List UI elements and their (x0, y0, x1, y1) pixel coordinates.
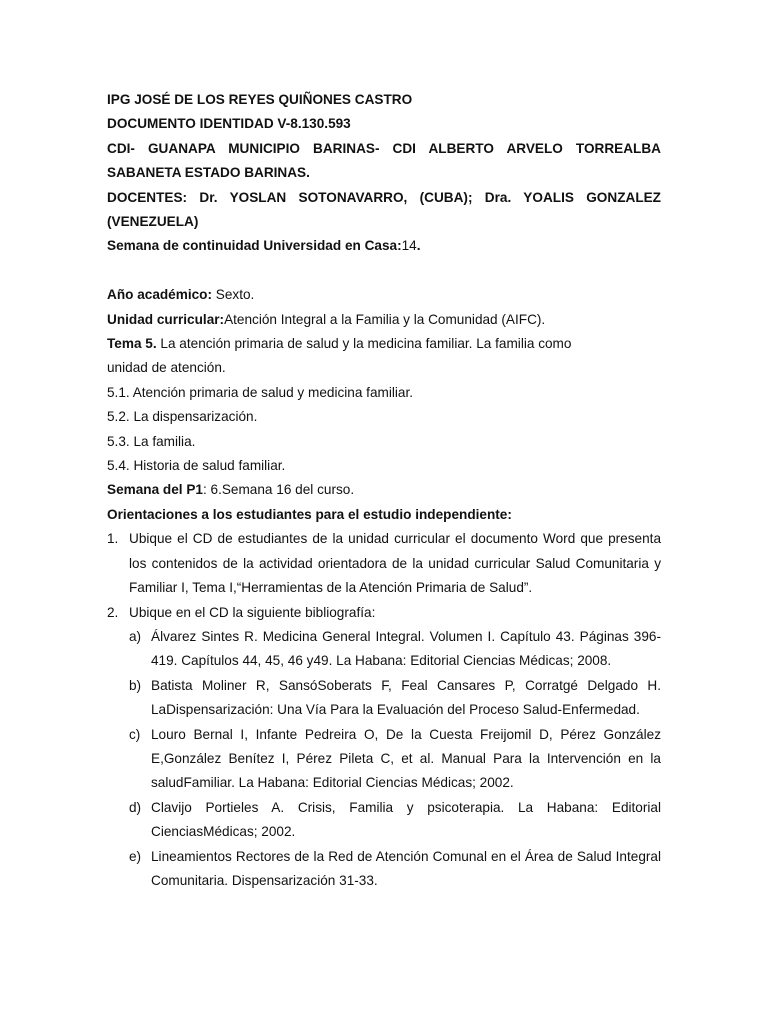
bibliography-letter: a) (129, 628, 142, 644)
continuity-week (107, 234, 661, 258)
bibliography-letter: d) (129, 799, 142, 815)
continuity-week-label: Semana de continuidad Universidad en Casa: (107, 238, 402, 254)
numbered-item (107, 601, 661, 625)
cdi-location: CDI- GUANAPA MUNICIPIO BARINAS- CDI ALBERTO ARVELO TORREALBA SABANETA ESTADO BARINAS. (107, 140, 661, 181)
item-number: 2. (107, 604, 119, 620)
bibliography-item (129, 723, 661, 796)
item-text: Ubique en el CD la siguiente bibliografía: (129, 604, 376, 620)
bibliography-text: Louro Bernal I, Infante Pedreira O, De la Cuesta Freijomil D, Pérez González E,González Benítez I, Pérez Pileta C, et al. Manual Para la Intervención en la saludFamiliar. La Habana: Editorial Ciencias Médicas; 2002. (151, 726, 661, 791)
item-text: Ubique el CD de estudiantes de la unidad curricular el documento Word que presenta los contenidos de la actividad orientadora de la unidad curricular Salud Comunitaria y Familiar I, Tema I,“Herramientas de la Atención Primaria de Salud”. (129, 531, 661, 596)
subtopic-item: 5.4. Historia de salud familiar. (107, 458, 286, 474)
identity-document: DOCUMENTO IDENTIDAD V-8.130.593 (107, 116, 351, 132)
item-number: 1. (107, 531, 119, 547)
curricular-unit-label: Unidad curricular: (107, 311, 225, 327)
topic-label: Tema 5. (107, 336, 157, 352)
topic-value-line1: La atención primaria de salud y la medicina familiar. La familia como (156, 336, 572, 352)
topic-value-line2: unidad de atención. (107, 360, 226, 376)
orientations-title: Orientaciones a los estudiantes para el estudio independiente: (107, 506, 512, 522)
bibliography-text: Batista Moliner R, SansóSoberats F, Feal Cansares P, Corratgé Delgado H. LaDispensarización: Una Vía Para la Evaluación del Proceso Salud-Enfermedad. (151, 677, 661, 718)
curricular-unit (107, 308, 661, 332)
subtopic-item: 5.1. Atención primaria de salud y medicina familiar. (107, 384, 414, 400)
bibliography-item (129, 625, 661, 674)
numbered-item (107, 527, 661, 600)
p1-week-label: Semana del P1 (107, 482, 203, 498)
bibliography-text: Lineamientos Rectores de la Red de Atención Comunal en el Área de Salud Integral Comunitaria. Dispensarización 31-33. (151, 848, 661, 888)
p1-week-value: : 6.Semana 16 del curso. (202, 482, 355, 498)
bibliography-letter: c) (129, 726, 141, 742)
bibliography-text: Álvarez Sintes R. Medicina General Integral. Volumen I. Capítulo 43. Páginas 396-419. Capítulos 44, 45, 46 y49. La Habana: Editorial Ciencias Médicas; 2008. (151, 628, 661, 669)
bibliography-text: Clavijo Portieles A. Crisis, Familia y psicoterapia. La Habana: Editorial CienciasMédicas; 2002. (151, 799, 661, 840)
topic (107, 332, 661, 356)
subtopic-item: 5.3. La familia. (107, 433, 196, 449)
document-body (107, 88, 661, 893)
continuity-week-value: 14 (401, 238, 417, 254)
academic-year (107, 283, 661, 307)
bibliography-item (129, 796, 661, 845)
bibliography-item (129, 674, 661, 723)
academic-year-label: Año académico: (107, 287, 212, 303)
teachers-line: DOCENTES: Dr. YOSLAN SOTONAVARRO, (CUBA); Dra. YOALIS GONZALEZ (VENEZUELA) (107, 189, 661, 230)
bibliography-letter: b) (129, 677, 142, 693)
bibliography-item (129, 845, 661, 894)
spacer (107, 259, 661, 283)
subtopic-item: 5.2. La dispensarización. (107, 409, 258, 425)
continuity-week-end: . (416, 238, 421, 254)
academic-year-value: Sexto. (212, 287, 255, 303)
p1-week (107, 478, 661, 502)
curricular-unit-value: Atención Integral a la Familia y la Comunidad (AIFC). (224, 311, 546, 327)
bibliography-letter: e) (129, 848, 142, 864)
author-name: IPG JOSÉ DE LOS REYES QUIÑONES CASTRO (107, 92, 413, 107)
